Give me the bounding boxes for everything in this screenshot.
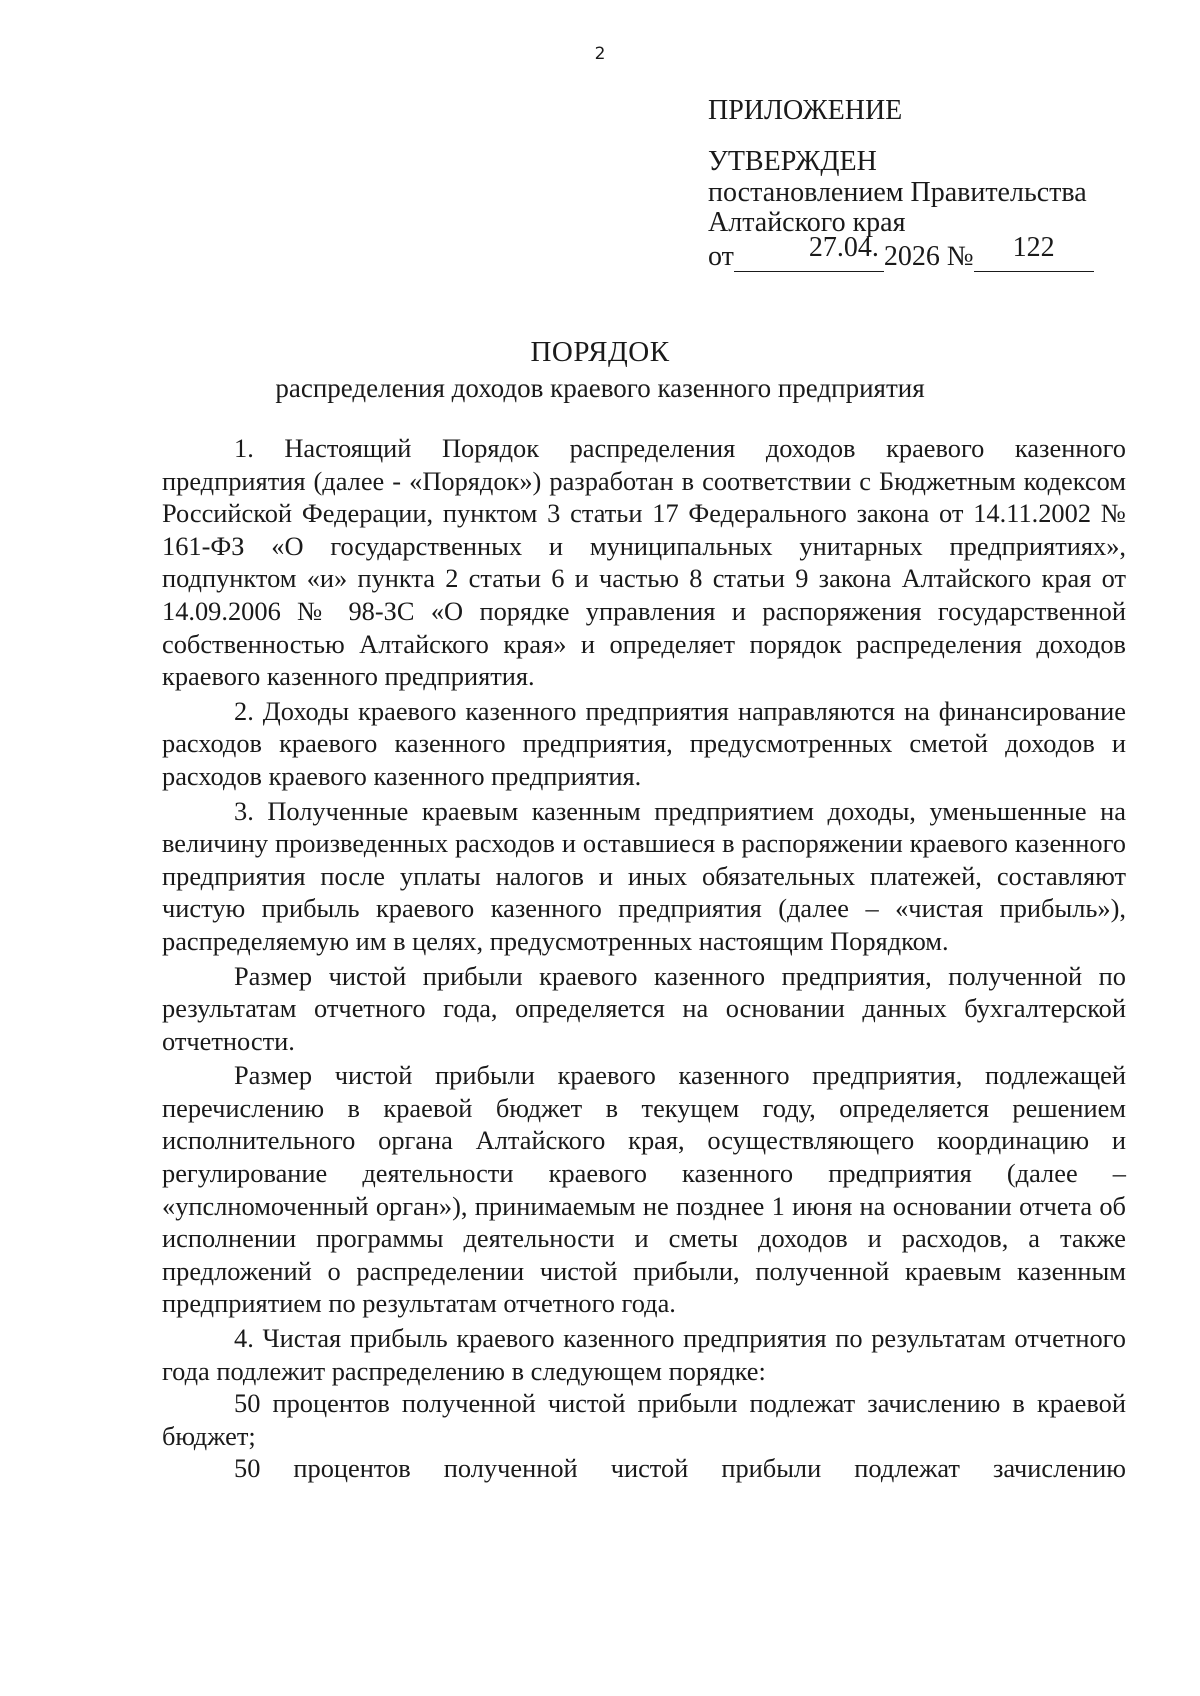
title-block — [0, 334, 1200, 404]
paragraph-4: 4. Чистая прибыль краевого казенного предприятия по результатам отчетного года подлежит распределению в следующем порядке: — [162, 1323, 1126, 1386]
appendix-label: ПРИЛОЖЕНИЕ — [708, 95, 903, 126]
document-subtitle: распределения доходов краевого казенного предприятия — [275, 373, 925, 403]
paragraph-3: 3. Полученные краевым казенным предприятием доходы, уменьшенные на величину произведенных расходов и оставшиеся в распоряжении краевого казенного предприятия после уплаты налогов и иных обязательных платежей, составляют чистую прибыль краевого казенного предприятия (далее – «чистая прибыль»), распределяемую им в целях, предусмотренных настоящим Порядком. — [162, 795, 1126, 956]
number-blank — [974, 232, 1094, 272]
date-value: 27.04. — [808, 232, 879, 263]
paragraph-2: 2. Доходы краевого казенного предприятия направляются на финансирование расходов краевого казенного предприятия, предусмотренных сметой доходов и расходов краевого казенного предприятия. — [162, 695, 1126, 791]
paragraph-3-transfer: Размер чистой прибыли краевого казенного предприятия, подлежащей перечислению в краевой бюджет в текущем году, определяется решением исполнительного органа Алтайского края, осуществляющего координацию и регулирование деятельности краевого казенного предприятия (далее – «упслномоченный орган»), принимаемым не позднее 1 июня на основании отчета об исполнении программы деятельности и сметы доходов и расходов, а также предложений о распределении чистой прибыли, полученной краевым казенным предприятием по результатам отчетного года. — [162, 1060, 1126, 1319]
page-number: 2 — [594, 44, 606, 64]
approval-stamp — [708, 96, 1128, 272]
document-title: ПОРЯДОК — [530, 336, 670, 368]
number-value: 122 — [1012, 232, 1055, 263]
approval-line-2: Алтайского края — [708, 207, 906, 238]
date-prefix: от — [708, 241, 734, 272]
approval-date-line — [708, 232, 1128, 272]
year-suffix: 2026 № — [883, 241, 974, 272]
document-body — [162, 432, 1126, 1485]
paragraph-1: 1. Настоящий Порядок распределения доходов краевого казенного предприятия (далее - «Порядок») разработан в соответствии с Бюджетным кодексом Российской Федерации, пунктом 3 статьи 17 Федерального закона от 14.11.2002 № 161-ФЗ «О государственных и муниципальных унитарных предприятиях», подпунктом «и» пункта 2 статьи 6 и частью 8 статьи 9 закона Алтайского края от 14.09.2006 № 98-ЗС «О порядке управления и распоряжения государственной собственностью Алтайского края» и определяет порядок распределения доходов краевого казенного предприятия. — [162, 433, 1126, 692]
date-blank-lead — [734, 241, 804, 272]
approved-label: УТВЕРЖДЕН — [708, 146, 877, 177]
date-blank — [804, 232, 884, 272]
approval-line-1: постановлением Правительства — [708, 177, 1087, 208]
paragraph-3-size: Размер чистой прибыли краевого казенного предприятия, полученной по результатам отчетного года, определяется на основании данных бухгалтерской отчетности. — [162, 960, 1126, 1056]
paragraph-4-item-2: 50 процентов полученной чистой прибыли подлежат зачислению — [234, 1453, 1126, 1484]
paragraph-4-item-1: 50 процентов полученной чистой прибыли подлежат зачислению в краевой бюджет; — [162, 1388, 1126, 1451]
